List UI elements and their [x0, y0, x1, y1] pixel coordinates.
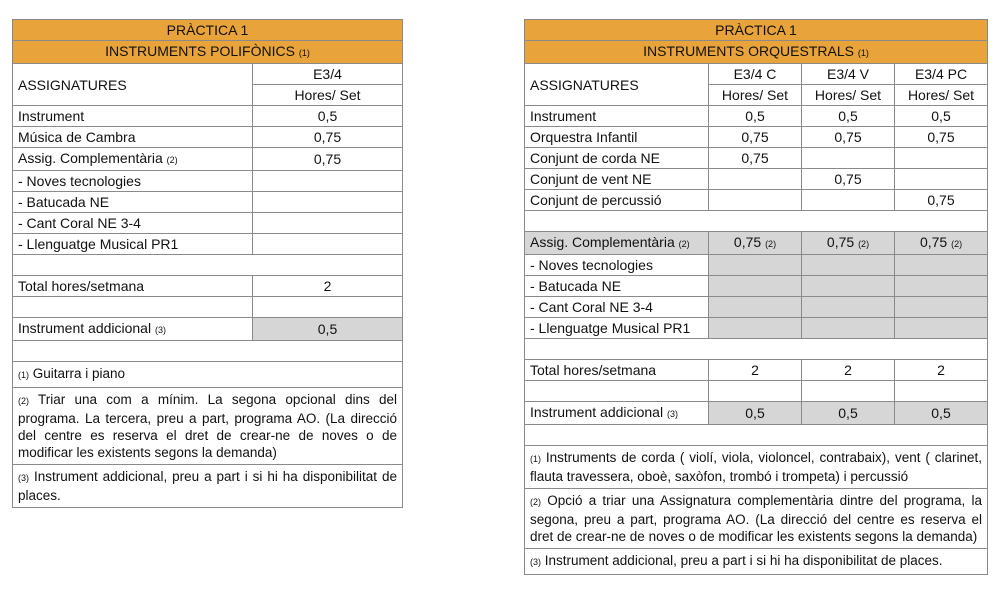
table-row	[13, 213, 403, 234]
table-row	[525, 276, 988, 297]
table-row	[13, 171, 403, 192]
hores-header: Hores/ Set	[802, 85, 895, 106]
spacer-row	[13, 255, 403, 276]
row-value: 0,75	[253, 127, 403, 148]
spacer-row	[525, 211, 988, 232]
blank-row	[525, 381, 988, 402]
row-label: Instrument	[13, 106, 253, 127]
row-value: 0,75	[895, 127, 988, 148]
table-instruments-orquestrals	[524, 19, 988, 575]
row-value	[253, 234, 403, 255]
hores-header: Hores/ Set	[895, 85, 988, 106]
complementaria-label: Assig. Complementària (2)	[525, 232, 709, 255]
table-row	[13, 127, 403, 148]
row-value: 0,5	[253, 106, 403, 127]
row-value: 0,75	[895, 190, 988, 211]
addicional-row	[525, 402, 988, 425]
table-row	[525, 255, 988, 276]
row-value	[709, 190, 802, 211]
table-row	[525, 190, 988, 211]
addicional-label: Instrument addicional (3)	[525, 402, 709, 425]
total-value: 2	[895, 360, 988, 381]
row-label: - Noves tecnologies	[525, 255, 709, 276]
row-value	[802, 190, 895, 211]
complementaria-value: 0,75 (2)	[802, 232, 895, 255]
left-hores-header: Hores/ Set	[253, 85, 403, 106]
row-value: 0,75	[802, 169, 895, 190]
row-label: - Batucada NE	[525, 276, 709, 297]
note-row	[13, 465, 403, 508]
addicional-value: 0,5	[895, 402, 988, 425]
note-3: (3) Instrument addicional, preu a part i si hi ha disponibilitat de places.	[13, 465, 403, 508]
table-row	[525, 318, 988, 339]
row-value	[253, 213, 403, 234]
row-label: - Batucada NE	[13, 192, 253, 213]
total-row	[525, 360, 988, 381]
total-label: Total hores/setmana	[525, 360, 709, 381]
row-value	[253, 192, 403, 213]
spacer-row	[525, 339, 988, 360]
table-row	[525, 169, 988, 190]
table-row	[525, 297, 988, 318]
column-header-e34v: E3/4 V	[802, 64, 895, 85]
table-row	[13, 148, 403, 171]
note-3: (3) Instrument addicional, preu a part i si hi ha disponibilitat de places.	[525, 549, 988, 575]
row-value	[895, 148, 988, 169]
note-2: (2) Opció a triar una Assignatura complementària dintre del programa, la segona, preu a part, programa AO. (La direcció del centre es reserva el dret de crear-ne de noves o de modificar les existents segons la demanda)	[525, 489, 988, 549]
addicional-value: 0,5	[802, 402, 895, 425]
left-subtitle: INSTRUMENTS POLIFÒNICS (1)	[13, 41, 403, 64]
table-row	[525, 106, 988, 127]
note-row	[525, 446, 988, 489]
row-label: Conjunt de corda NE	[525, 148, 709, 169]
row-label: Assig. Complementària (2)	[13, 148, 253, 171]
note-2: (2) Triar una com a mínim. La segona opcional dins del programa. La tercera, preu a part, programa AO. (La direcció del centre es reserva el dret de crear-ne de noves o de modificar les existents segons la demanda)	[13, 388, 403, 465]
row-value: 0,75	[709, 127, 802, 148]
note-row	[525, 549, 988, 575]
addicional-value: 0,5	[253, 318, 403, 341]
hores-header: Hores/ Set	[709, 85, 802, 106]
row-label: - Noves tecnologies	[13, 171, 253, 192]
spacer-row	[13, 341, 403, 362]
row-label: Música de Cambra	[13, 127, 253, 148]
right-assignatures-header: ASSIGNATURES	[525, 64, 709, 106]
table-instruments-polifonics	[12, 19, 403, 508]
row-value	[709, 169, 802, 190]
table-row	[13, 192, 403, 213]
row-label: Conjunt de percussió	[525, 190, 709, 211]
row-value	[895, 169, 988, 190]
note-1: (1) Instruments de corda ( violí, viola, violoncel, contrabaix), vent ( clarinet, flauta travessera, oboè, saxòfon, trombó i trompeta) i percussió	[525, 446, 988, 489]
row-value: 0,75	[802, 127, 895, 148]
row-value: 0,75	[253, 148, 403, 171]
total-value: 2	[709, 360, 802, 381]
table-row	[13, 106, 403, 127]
row-value: 0,5	[802, 106, 895, 127]
table-row	[525, 148, 988, 169]
row-label: Conjunt de vent NE	[525, 169, 709, 190]
note-row	[13, 362, 403, 388]
row-label: - Cant Coral NE 3-4	[13, 213, 253, 234]
total-value: 2	[253, 276, 403, 297]
column-header-e34c: E3/4 C	[709, 64, 802, 85]
left-assignatures-header: ASSIGNATURES	[13, 64, 253, 106]
row-value: 0,5	[895, 106, 988, 127]
note-1: (1) Guitarra i piano	[13, 362, 403, 388]
complementaria-value: 0,75 (2)	[895, 232, 988, 255]
left-column-header: E3/4	[253, 64, 403, 85]
right-subtitle: INSTRUMENTS ORQUESTRALS (1)	[525, 41, 988, 64]
addicional-value: 0,5	[709, 402, 802, 425]
complementaria-row	[525, 232, 988, 255]
right-title: PRÀCTICA 1	[525, 20, 988, 41]
addicional-label: Instrument addicional (3)	[13, 318, 253, 341]
table-row	[525, 127, 988, 148]
blank-row	[13, 297, 403, 318]
row-label: Instrument	[525, 106, 709, 127]
total-label: Total hores/setmana	[13, 276, 253, 297]
total-row	[13, 276, 403, 297]
row-label: - Llenguatge Musical PR1	[13, 234, 253, 255]
row-label: - Llenguatge Musical PR1	[525, 318, 709, 339]
note-row	[13, 388, 403, 465]
row-label: - Cant Coral NE 3-4	[525, 297, 709, 318]
table-row	[13, 234, 403, 255]
spacer-row	[525, 425, 988, 446]
total-value: 2	[802, 360, 895, 381]
addicional-row	[13, 318, 403, 341]
row-value: 0,75	[709, 148, 802, 169]
row-value	[253, 171, 403, 192]
row-value: 0,5	[709, 106, 802, 127]
left-title: PRÀCTICA 1	[13, 20, 403, 41]
note-row	[525, 489, 988, 549]
complementaria-value: 0,75 (2)	[709, 232, 802, 255]
column-header-e34pc: E3/4 PC	[895, 64, 988, 85]
row-label: Orquestra Infantil	[525, 127, 709, 148]
row-value	[802, 148, 895, 169]
